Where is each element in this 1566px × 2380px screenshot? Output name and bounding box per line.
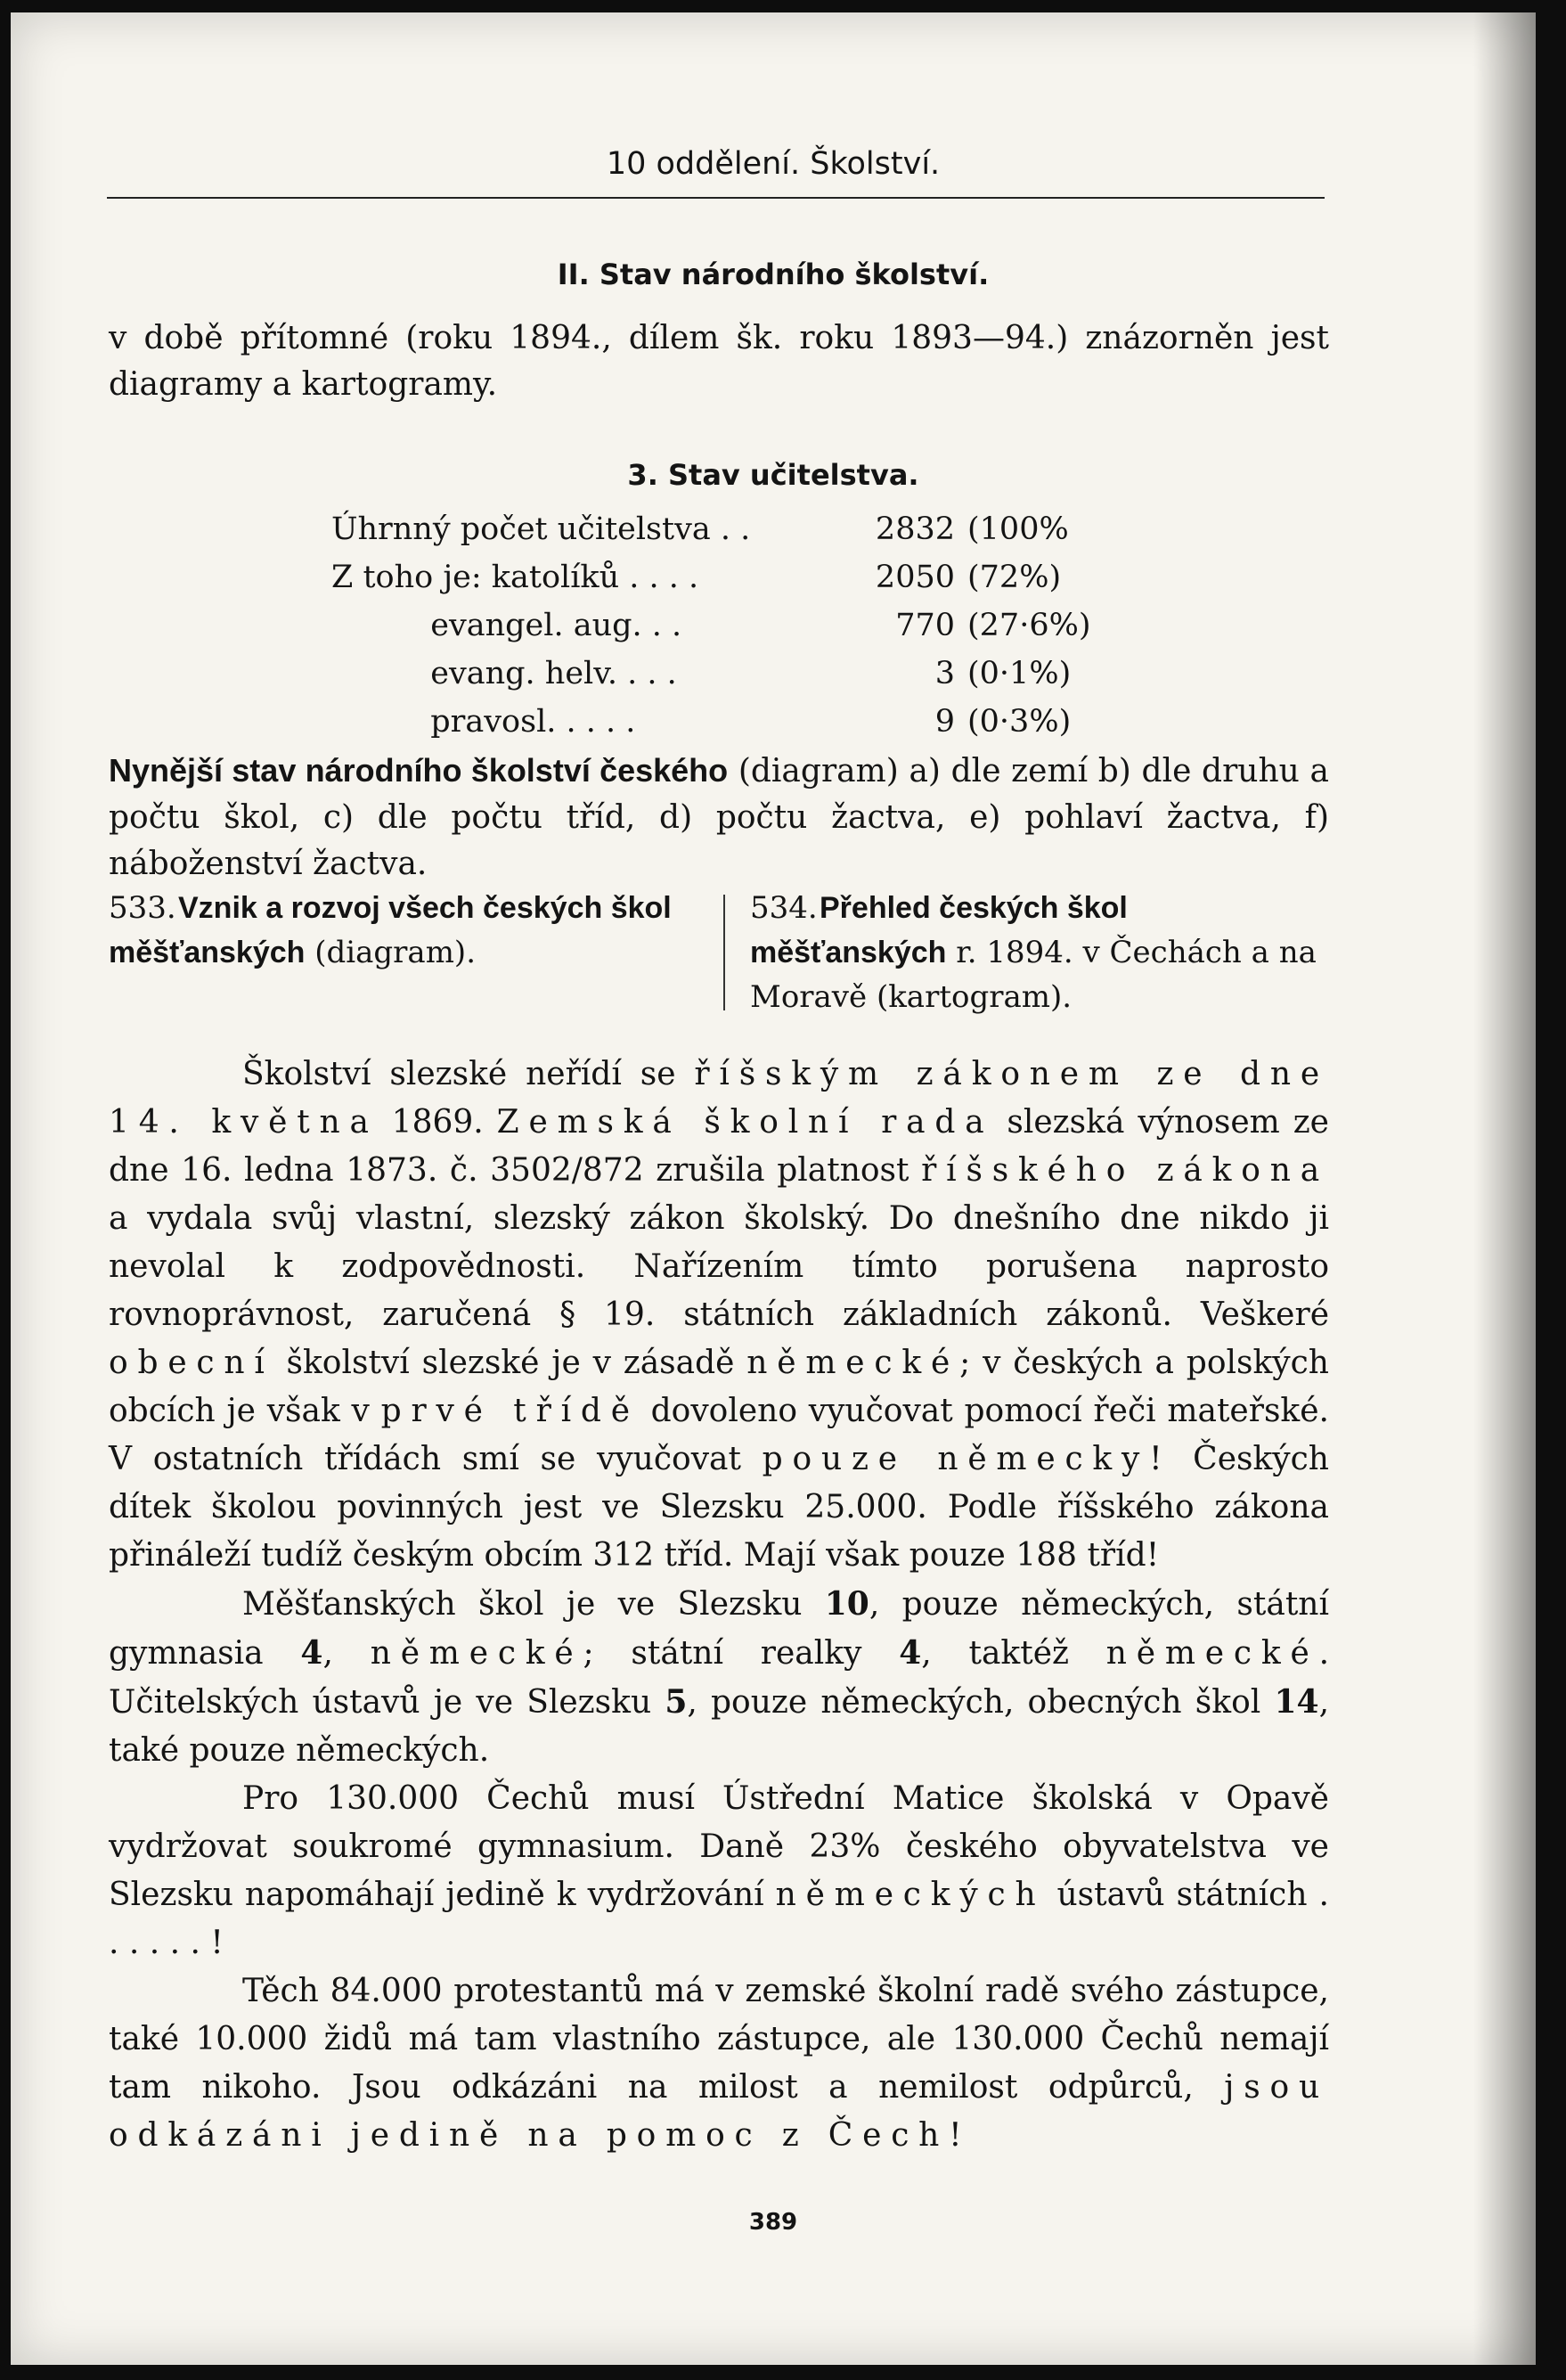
spaced-emphasis: německých (775, 1877, 1046, 1913)
paragraph-representation (109, 1967, 1329, 2160)
text-run: Školství slezské neřídí se (242, 1056, 695, 1092)
stat-percent: (72%) (967, 560, 1062, 595)
text-run: , taktéž (921, 1635, 1106, 1672)
header-rule (107, 197, 1325, 199)
bold-number: 5 (665, 1683, 688, 1721)
figure-title: Vznik a rozvoj všech českých škol měšťanských (109, 891, 672, 969)
stat-label: evangel. aug. . . (331, 608, 682, 643)
text-run: a vydala svůj vlastní, slezský zákon školský. Do dnešního dne nikdo ji nevolal k zodpovědnosti. Nařízením tímto porušena naprosto rovnoprávnost, zaručená § 19. státních základních zákonů. Veškeré (109, 1200, 1329, 1333)
paragraph-matice (109, 1775, 1329, 1967)
text-run: , (322, 1635, 371, 1672)
text-run: , pouze německých, obecných škol (687, 1684, 1275, 1721)
spaced-emphasis: německé (370, 1635, 583, 1672)
page-edge-shadow (1473, 12, 1536, 2365)
body-text (109, 1051, 1329, 2160)
text-run: ústavů státních . . . . . . ! (109, 1877, 1329, 1961)
running-header: 10 oddělení. Školství. (606, 146, 941, 182)
text-run: slezská výnosem ze dne 16. ledna 1873. č. 3502/872 zrušila platnost (109, 1104, 1329, 1189)
paragraph-silesian-law (109, 1051, 1329, 1580)
stat-row (331, 656, 1091, 704)
figure-number: 533. (109, 890, 176, 926)
bold-number: 14 (1274, 1683, 1319, 1721)
stat-value: 2832 (875, 511, 955, 547)
figure-type: r. 1894. v Čechách a na Moravě (kartogram). (750, 935, 1317, 1015)
spaced-emphasis: jsou odkázáni jedině na pomoc z Čech! (109, 2069, 1329, 2154)
spaced-emphasis: pouze německy! (762, 1441, 1172, 1477)
stat-value: 2050 (875, 560, 955, 595)
text-run: ; státní realky (583, 1635, 900, 1672)
text-run: ; v českých a polských obcích je však v (109, 1345, 1329, 1429)
text-run: Pro 130.000 Čechů musí Ústřední Matice školská v Opavě vydržovat soukromé gymnasium. Daně 23% českého obyvatelstva ve Slezsku napomáhají jedině k vydržování (109, 1780, 1329, 1913)
stat-row (331, 560, 1091, 608)
figure-reference-534 (750, 886, 1329, 1019)
text-run: . Učitelských ústavů je ve Slezsku (109, 1635, 1330, 1721)
bold-number: 4 (300, 1634, 323, 1672)
figure-reference-533 (109, 886, 714, 975)
bold-number: 10 (824, 1585, 869, 1623)
book-page (11, 12, 1536, 2365)
stat-percent: (0·3%) (967, 704, 1072, 740)
figure-type: (diagram). (305, 935, 477, 970)
current-state-text: (diagram) a) dle zemí b) dle druhu a počtu škol, c) dle počtu tříd, d) počtu žactva, e) pohlaví žactva, f) náboženství žactva. (109, 753, 1329, 882)
text-run: , také pouze německých. (109, 1684, 1330, 1769)
stat-percent: (100% (967, 511, 1069, 547)
paragraph-school-counts (109, 1580, 1329, 1775)
spaced-emphasis: německé (1105, 1635, 1319, 1672)
figure-number: 534. (750, 890, 818, 926)
intro-paragraph: v době přítomné (roku 1894., dílem šk. roku 1893—94.) znázorněn jest diagramy a kartogramy. (109, 320, 1329, 403)
text-run: Českých dítek školou povinných jest ve Slezsku 25.000. Podle říšského zákona přináleží tudíž českým obcím 312 tříd. Mají však pouze 188 tříd! (109, 1441, 1329, 1574)
text-run: 1869. (378, 1104, 497, 1141)
stat-label: Z toho je: katolíků . . . . (331, 560, 699, 595)
stat-percent: (0·1%) (967, 656, 1072, 691)
stat-label: evang. helv. . . . (331, 656, 677, 691)
spaced-emphasis: obecní (109, 1345, 274, 1381)
teacher-stats-table (331, 511, 1091, 752)
spaced-emphasis: říšského zákona (921, 1152, 1329, 1189)
spaced-emphasis: prvé třídě (380, 1393, 640, 1429)
spaced-emphasis: německé (746, 1345, 960, 1381)
stat-row (331, 608, 1091, 656)
section-title: II. Stav národního školství. (557, 258, 990, 291)
column-divider (723, 895, 725, 1010)
spaced-emphasis: Zemská školní rada (496, 1104, 994, 1141)
page-number: 389 (748, 2209, 798, 2236)
text-run: dovoleno vyučovat pomocí řeči mateřské. V ostatních třídách smí se vyučovat (109, 1393, 1329, 1477)
bold-number: 4 (899, 1634, 922, 1672)
stat-row (331, 704, 1091, 752)
stat-row (331, 511, 1091, 560)
figure-title: Přehled českých škol měšťanských (750, 891, 1128, 969)
stat-percent: (27·6%) (967, 608, 1091, 643)
current-state-heading: Nynější stav národního školství českého (109, 752, 729, 789)
stat-value: 770 (895, 608, 955, 643)
spaced-emphasis: říšským zákonem ze dne 14. května (109, 1056, 1329, 1141)
text-run: školství slezské je v zásadě (273, 1345, 747, 1381)
stat-label: Úhrnný počet učitelstva . . (331, 511, 751, 547)
stat-label: pravosl. . . . . (331, 704, 636, 740)
text-run: Měšťanských škol je ve Slezsku (242, 1586, 825, 1623)
current-state-paragraph (109, 748, 1329, 887)
stat-value: 9 (934, 704, 955, 740)
text-run: Těch 84.000 protestantů má v zemské školní radě svého zástupce, také 10.000 židů má tam vlastního zástupce, ale 130.000 Čechů nemají tam nikoho. Jsou odkázáni na milost a nemilost odpůrců, (109, 1973, 1329, 2106)
text-run: , pouze německých, státní gymnasia (109, 1586, 1329, 1672)
stat-value: 3 (934, 656, 955, 691)
teachers-subtitle: 3. Stav učitelstva. (627, 458, 919, 492)
